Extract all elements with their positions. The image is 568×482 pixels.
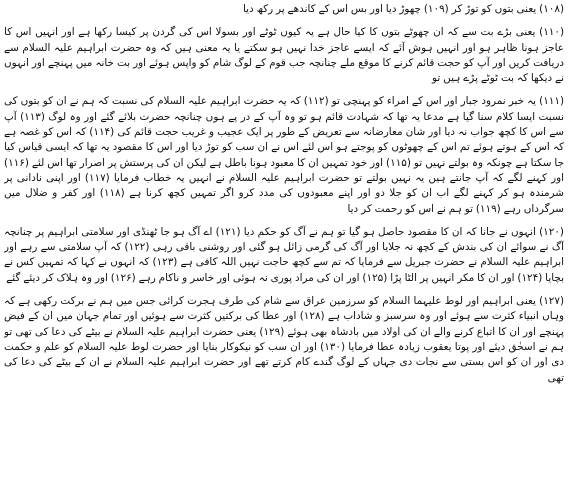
commentary-paragraph-5: (۱۲۷) یعنی ابراہیم اور لوط علیہما السلام کو سرزمین عراق سے شام کی طرف ہجرت کرائی جس میں ہم نے برکت رکھی ہے کہ وہاں انبیاء کثرت سے ہوئے اور وہ سرسبز و شاداب ہے (۱۲۸) اور عطا کی برکتیں کثرت سے ہوئیں اور تمام جہان میں ان کے فیض پہنچے اور ان کا اتباع کرنے والے ان کی اولاد میں بادشاہ بھی ہوئے (۱۲۹) یعنی حضرت ابراہیم علیہ السلام نے بیٹے کی دعا کی تھی تو ہم نے اسحٰق دیئے اور پوتا یعقوب زیادہ عطا فرمایا (۱۳۰) اور ان سب کو نیکوکار بنایا اور حضرت لوط علیہ السلام کو علم و حکمت دی اور ان کو اس بستی سے نجات دی جہاں کے لوگ گندے کام کرتے تھے اور حضرت ابراہیم علیہ السلام نے ان کے بیٹے کی دعا کی تھی (4, 295, 564, 384)
commentary-page (4, 2, 564, 480)
commentary-paragraph-4: (۱۲۰) انہوں نے جانا کہ ان کا مقصود حاصل ہو گیا تو ہم نے آگ کو حکم دیا (۱۲۱) اے آگ ہو جا ٹھنڈی اور سلامتی ابراہیم پر چنانچہ آگ نے سوائے ان کی بندش کے کچھ نہ جلایا اور آگ کی گرمی زائل ہو گئی اور روشنی باقی رہی (۱۲۲) کہ آپ سلامتی سے رہے اور ابراہیم علیہ السلام نے حضرت جبریل سے فرمایا کہ تم سے کچھ حاجت نہیں اللہ کافی ہے (۱۲۳) کہ انہوں نے کہا کہ تمہیں کس نے بچایا (۱۲۴) اور ان کا مکر انہیں پر الٹا پڑا (۱۲۵) اور ان کی مراد پوری نہ ہوئی اور خاسر و ناکام رہے (۱۲۶) اور وہ ہلاک کر دیئے گئے (4, 225, 564, 284)
commentary-paragraph-1: (۱۰۸) یعنی بتوں کو توڑ کر (۱۰۹) چھوڑ دیا اور بس اس کے کاندھے پر رکھ دیا (243, 3, 564, 15)
commentary-paragraph-3: (۱۱۱) یہ خبر نمرود جبار اور اس کے امراء کو پہنچی تو (۱۱۲) کہ یہ حضرت ابراہیم علیہ السلام کی نسبت کہ ہم نے ان کو بتوں کی نسبت ایسا کلام سنا گیا ہے مدعا یہ تھا کہ شہادت قائم ہو تو وہ آپ کے در پے ہوں چنانچہ حضرت بلائے گئے اور وہ لوگ (۱۱۳) آپ سے اس کا کچھ جواب نہ دیا اور شان معارضانہ سے تعریض کے طور پر ایک عجیب و غریب حجت قائم کی (۱۱۴) کہ اس کو غصہ ہے کہ اس کے ہوتے ہوئے تم اس کے چھوٹوں کو پوجتے ہو اس لئے اس نے ان سب کو توڑ دیا اور اس کا مقصود یہ تھا کہ ایسی قیاس کیا جا سکتا ہے چونکہ وہ بولتے نہیں تو (۱۱۵) اور خود تمہیں ان کا معبود ہونا باطل ہے لیکن ان کی پرستش پر اصرار تھا اس لئے (۱۱۶) اور کہنے لگے کہ آپ جانتے ہیں یہ نہیں بولتے تو حضرت ابراہیم علیہ السلام نے انہیں یہ خطاب فرمایا (۱۱۷) اور اپنی نادانی پر شرمندہ ہو کر کہنے لگے اب ان کو جلا دو اور اپنے معبودوں کی مدد کرو اگر تمہیں کچھ کرنا ہے (۱۱۸) اور کفر و ضلال میں سرگرداں رہے (۱۱۹) تو ہم نے اس کو رحمت کر دیا (4, 95, 564, 215)
commentary-paragraph-2: (۱۱۰) یعنی بڑے بت سے کہ ان چھوٹے بتوں کا کیا حال ہے یہ کیوں ٹوٹے اور بسولا اس کی گردن پر کیسا رکھا ہے اور انہیں اس کا عاجز ہونا ظاہر ہو اور انہیں ہوش آئے کہ ایسے عاجز خدا نہیں ہو سکتے یا یہ معنی ہیں کہ وہ حضرت ابراہیم علیہ السلام سے دریافت کریں اور آپ کو حجت قائم کرنے کا موقع ملے چنانچہ جب قوم کے لوگ شام کو واپس ہوئے اور بت خانہ میں پہنچے اور انہوں نے دیکھا کہ بت ٹوٹے پڑے ہیں تو (4, 26, 564, 85)
